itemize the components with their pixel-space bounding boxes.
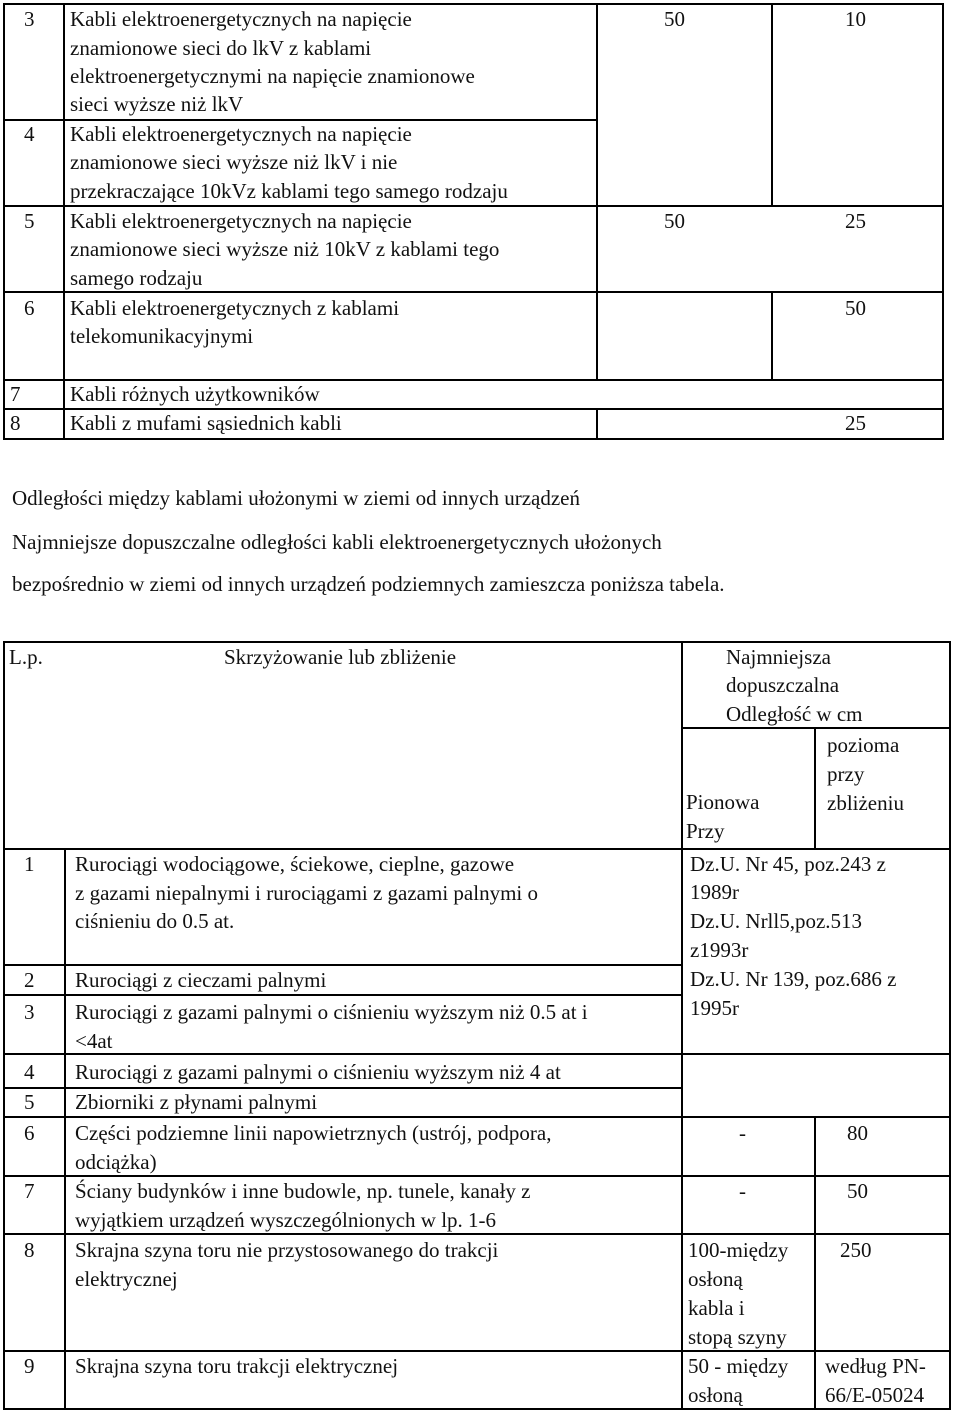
- row-number: 2: [24, 968, 35, 992]
- row-text: Części podziemne linii napowietrznych (ustrój, podpora,: [75, 1121, 552, 1145]
- row-number: 5: [24, 209, 35, 233]
- row-number: 6: [24, 296, 35, 320]
- row-number: 8: [24, 1238, 35, 1262]
- row-text: elektroenergetycznymi na napięcie znamionowe: [70, 64, 475, 88]
- table-border: [949, 641, 951, 1410]
- header-lp: L.p.: [9, 645, 43, 669]
- row-text: Ściany budynków i inne budowle, np. tunele, kanały z: [75, 1179, 531, 1203]
- vertical-distance: osłoną: [688, 1383, 743, 1407]
- row-number: 7: [10, 382, 21, 406]
- table-border: [3, 3, 5, 440]
- row-number: 7: [24, 1179, 35, 1203]
- table-border: [942, 3, 944, 440]
- header-vertical: Przy: [686, 819, 725, 843]
- vertical-distance: -: [739, 1121, 746, 1145]
- header-horizontal: pozioma: [827, 733, 900, 757]
- horizontal-distance: 250: [840, 1238, 872, 1262]
- regulation-reference: 1989r: [690, 880, 739, 904]
- row-text: odciążka): [75, 1150, 157, 1174]
- row-text: Kabli elektroenergetycznych na napięcie: [70, 7, 412, 31]
- header-distance: Odległość w cm: [726, 702, 863, 726]
- row-text: z gazami niepalnymi i rurociągami z gazami palnymi o: [75, 881, 538, 905]
- horizontal-distance: 66/E-05024: [825, 1383, 925, 1407]
- table-border: [596, 3, 598, 380]
- row-text: elektrycznej: [75, 1267, 178, 1291]
- row-text: Kabli elektroenergetycznych na napięcie: [70, 122, 412, 146]
- row-text: Rurociągi z gazami palnymi o ciśnieniu wyższym niż 4 at: [75, 1060, 561, 1084]
- table-border: [3, 641, 5, 1410]
- row-text: Kabli różnych użytkowników: [70, 382, 320, 406]
- row-text: Kabli elektroenergetycznych z kablami: [70, 296, 400, 320]
- row-text: <4at: [75, 1029, 113, 1053]
- regulation-reference: z1993r: [690, 938, 749, 962]
- row-text: znamionowe sieci do lkV z kablami: [70, 36, 372, 60]
- regulation-reference: Dz.U. Nr 139, poz.686 z: [690, 967, 897, 991]
- value-cell: 50: [845, 296, 866, 320]
- regulation-reference: Dz.U. Nrll5,poz.513: [690, 909, 863, 933]
- vertical-distance: 50 - między: [688, 1354, 789, 1378]
- value-cell: 50: [664, 209, 685, 233]
- vertical-distance: kabla i: [688, 1296, 745, 1320]
- row-text: znamionowe sieci wyższe niż 10kV z kablami tego: [70, 237, 500, 261]
- table-border: [814, 1116, 816, 1410]
- table-border: [771, 3, 773, 206]
- header-horizontal: przy: [827, 762, 865, 786]
- table-border: [3, 1408, 951, 1410]
- section-heading: Odległości między kablami ułożonymi w ziemi od innych urządzeń: [12, 486, 581, 510]
- table-border: [596, 408, 598, 440]
- table-border: [63, 3, 65, 440]
- row-text: znamionowe sieci wyższe niż lkV i nie: [70, 150, 398, 174]
- regulation-reference: Dz.U. Nr 45, poz.243 z: [690, 852, 886, 876]
- value-cell: 25: [845, 209, 866, 233]
- row-text: Rurociągi z gazami palnymi o ciśnieniu wyższym niż 0.5 at i: [75, 1000, 588, 1024]
- row-text: telekomunikacyjnymi: [70, 324, 254, 348]
- row-text: Zbiorniki z płynami palnymi: [75, 1090, 318, 1114]
- table-border: [771, 291, 773, 380]
- row-number: 3: [24, 7, 35, 31]
- row-text: wyjątkiem urządzeń wyszczególnionych w lp. 1-6: [75, 1208, 497, 1232]
- row-number: 4: [24, 1060, 35, 1084]
- regulation-reference: 1995r: [690, 996, 739, 1020]
- table-border: [64, 848, 66, 1410]
- row-text: Rurociągi z cieczami palnymi: [75, 968, 327, 992]
- vertical-distance: stopą szyny: [688, 1325, 787, 1349]
- vertical-distance: 100-między: [688, 1238, 789, 1262]
- header-distance: dopuszczalna: [726, 673, 840, 697]
- value-cell: 10: [845, 7, 866, 31]
- row-number: 6: [24, 1121, 35, 1145]
- row-number: 3: [24, 1000, 35, 1024]
- row-text: Skrajna szyna toru trakcji elektrycznej: [75, 1354, 399, 1378]
- paragraph-line: bezpośrednio w ziemi od innych urządzeń podziemnych zamieszcza poniższa tabela.: [12, 572, 725, 596]
- paragraph-line: Najmniejsze dopuszczalne odległości kabli elektroenergetycznych ułożonych: [12, 530, 662, 554]
- table-border: [681, 641, 683, 1410]
- row-number: 5: [24, 1090, 35, 1114]
- row-number: 4: [24, 122, 35, 146]
- row-text: przekraczające 10kVz kablami tego samego rodzaju: [70, 179, 508, 203]
- header-crossing: Skrzyżowanie lub zbliżenie: [224, 645, 457, 669]
- table-border: [814, 727, 816, 849]
- row-text: ciśnieniu do 0.5 at.: [75, 909, 235, 933]
- row-text: Skrajna szyna toru nie przystosowanego do trakcji: [75, 1238, 499, 1262]
- row-number: 1: [24, 852, 35, 876]
- vertical-distance: osłoną: [688, 1267, 743, 1291]
- row-text: sieci wyższe niż lkV: [70, 92, 244, 116]
- value-cell: 50: [664, 7, 685, 31]
- horizontal-distance: 50: [847, 1179, 868, 1203]
- row-number: 9: [24, 1354, 35, 1378]
- horizontal-distance: według PN-: [825, 1354, 926, 1378]
- header-horizontal: zbliżeniu: [827, 791, 904, 815]
- table-border: [3, 1053, 951, 1055]
- row-number: 8: [10, 411, 21, 435]
- row-text: Kabli z mufami sąsiednich kabli: [70, 411, 342, 435]
- vertical-distance: -: [739, 1179, 746, 1203]
- value-cell: 25: [845, 411, 866, 435]
- row-text: Rurociągi wodociągowe, ściekowe, cieplne, gazowe: [75, 852, 515, 876]
- horizontal-distance: 80: [847, 1121, 868, 1145]
- table-border: [3, 438, 944, 440]
- row-text: samego rodzaju: [70, 266, 203, 290]
- header-distance: Najmniejsza: [726, 645, 831, 669]
- row-text: Kabli elektroenergetycznych na napięcie: [70, 209, 412, 233]
- header-vertical: Pionowa: [686, 790, 760, 814]
